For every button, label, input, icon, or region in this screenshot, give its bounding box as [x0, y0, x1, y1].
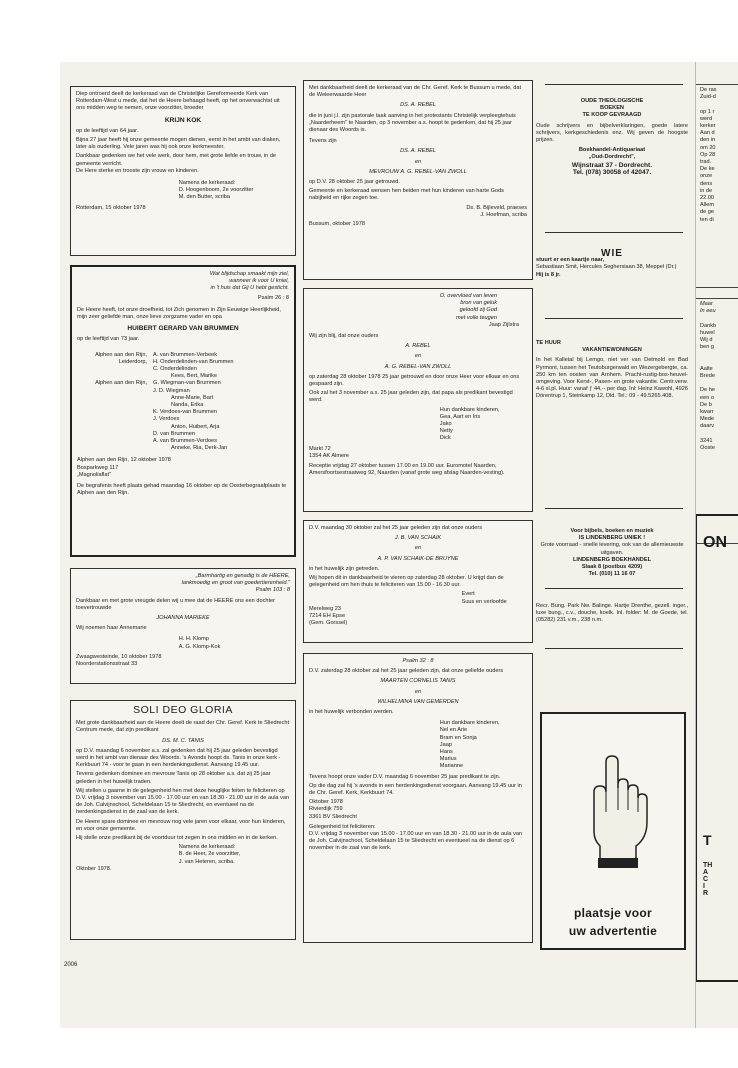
- deceased-name: KRIJN KOK: [164, 116, 202, 124]
- notice-tanis-anniversary: Psalm 32 : 8 D.V. zaterdag 28 oktober zal het 25 jaar geleden zijn, dat onze geliefde ouders MAARTEN CORNELIS TANIS en WILHELMINA VAN GEMERDEN in het huwelijk verbonden werden. Hun dankbare kinderen, Nel en Arie Bram en Sonja Jaap Hans Marius Marianne Tevens hoopt onze vader D.V. maandag 6 november 25 jaar predikant te zijn. Op die dag zal hij 's avonds in een herdenkingsdienst voorgaan. Aanvang 19.45 uur in de Chr. Geref. Kerk, Kerkbuurt 74. Oktober 1978 Rivierdijk 759 3361 BV Sliedrecht Gelegenheid tot feliciteren: D.V. vrijdag 3 november van 15.00 - 17.00 uur en van 18.30 - 21.00 uur in de aula van de Joh. Calvijnschool, Scheldelaan 15 te Sliedrecht en eventueel na de dienst op 6 november in de zaal van de kerk.: [303, 653, 533, 943]
- relatives-list: Alphen aan den Rijn, A. van Brummen-Verbeek Leiderdorp, H. Onderdelinden-van Brummen C. Onderdelinden Kees, Bert, Marike Alphen aan den Rijn, G. Wiegman-van Brummen J. D. Wiegman Anne-Marie, Bart Nanda, Erika K. Verdoes-van Brummen J. Verdoes Anton, Huibert, Arja D. van Brummen A. van Brummen-Verdoes Anneke, Ria, Derk-Jan: [95, 351, 234, 452]
- ad-bungalow-park: Recr. Bung. Park Nw. Balinge. Hartje Drenthe, gezell. inger., luxe bung., c.v., douche, koelk. Inl. folder: M. de Goede, tel. (05282) 231 v.m., 238 n.m.: [536, 603, 688, 624]
- ad-vacation-rentals: TE HUUR VAKANTIEWONINGEN In het Kalletal bij Lemgo, niet ver van Detmold en Bad Pyrmont, tussen het Teutoburgerwald en Wezergebergte, ca. 250 km ten oosten van Arnhem. Pracht-rustig-bos-heuvel-omgeving. Voor Kerst-, Pasen- en grote vakantie. Centr.verw. 4-6 sl.pl. Huur: vanaf ƒ 44,-- per dag. Inl: Heinz Kawohl, 4926 Dörentrup 1, Steinkamp 12, Dld. Tel.: 09 - 49.5265.408.: [536, 340, 688, 400]
- notice-soli-deo-gloria: SOLI DEO GLORIA Met grote dankbaarheid aan de Heere deelt de raad der Chr. Geref. Kerk te Sliedrecht Centrum mede, dat zijn predikant DS. M. C. TANIS op D.V. maandag 6 november a.s. zal gedenken dat hij 25 jaar geleden bevestigd werd in het ambt van dienaar des Woords. 's Avonds hoopt ds. Tanis in onze kerk - Kerkbuurt 74 - voor te gaan in een herdenkingsdienst. Aanvang 19.45 uur. Tevens gedenken dominee en mevrouw Tanis op 28 oktober a.s. dat zij 25 jaar geleden in het huwelijk traden. Wij stellen u gaarne in de gelegenheid hen met deze heuglijke feiten te feliciteren op D.V. vrijdag 3 november van 15.00 - 17.00 uur en van 18.30 - 21.00 uur in de aula van de Joh. Calvijnschool, Scheldelaan 15 te Sliedrecht, en eventueel na de herdenkingsdienst in de zaal van de kerk. De Heere spare dominee en mevrouw nog vele jaren voor elkaar, voor hun kinderen, en voor onze gemeente. Hij stelle onze predikant bij de voortduur tot zegen in ons midden en in de kerken. Namens de kerkeraad: B. de Heer, 2e voorzitter, J. van Heteren, scriba. Oktober 1978.: [70, 700, 296, 940]
- baby-name: JOHANNA MARIEKE: [156, 615, 210, 622]
- ad-placement-box: plaatsje voor uw advertentie: [540, 712, 686, 950]
- pointing-hand-icon: [542, 722, 688, 872]
- deceased-name: HUIBERT GERARD VAN BRUMMEN: [127, 325, 239, 333]
- notice-krijn-kok: Diep ontroerd deelt de kerkeraad van de Christelijke Gereformeerde Kerk van Rotterdam-West u mede, dat het de Heere behaagd heeft, op het onverwachtst uit ons midden weg te nemen, onze voorzitter, broeder KRIJN KOK op de leeftijd van 64 jaar. Bijna 27 jaar heeft hij onze gemeente mogen dienen, eerst in het ambt van diaken, later als ouderling. Vele jaren was hij ook onze kerkmeester. Dankbaar gedenken we het vele werk, door hem, met grote liefde en trouw, in de gemeente verricht. De Here sterke en trooste zijn vrouw en kinderen. Namens de kerkeraad: D. Hoogenboom, 2e voorzitter M. den Butter, scriba Rotterdam, 15 oktober 1978: [70, 86, 296, 256]
- ad-theological-books: OUDE THEOLOGISCHE BOEKEN TE KOOP GEVRAAGD Oude schrijvers en bijbelverklaringen, goede latere schrijvers, kerkgeschiedenis enz. Wij geven de hoogste prijzen. Boekhandel-Antiquariaat „Oud-Dordrecht", Wijnstraat 37 - Dordrecht. Tel. (078) 30058 of 42047.: [536, 98, 688, 176]
- ad-wie-postcard: WIE stuurt er een kaartje naar, Sebastiaan Smit, Hercules Seghersiaan 38, Meppel (Dr.) Hij is 8 jr.: [536, 248, 677, 278]
- notice-klomp-birth: „Barmhartig en genadig is de HEERE, lankmoedig en groot van goedertierenheid." Psalm 103 : 8 Dankbaar en met grote vreugde delen wij u mee dat de HEERE ons een dochter toevertrouwde JOHANNA MARIEKE Wij noemen haar Annemarie H. H. Klomp A. G. Klomp-Kok Zwaagwesteinde, 10 oktober 1978 Noorderstationsstraat 33: [70, 568, 296, 684]
- notice-title: SOLI DEO GLORIA: [133, 704, 233, 716]
- notice-ds-rebel-church: Met dankbaarheid deelt de kerkeraad van de Chr. Geref. Kerk te Bussum u mede, dat de Weleerwaarde Heer DS. A. REBEL die in juni j.l. zijn pastorale taak aanving in het protestants Christelijk verpleegtehuis „Naarderheem" te Naarden, op 3 november a.s. hoopt te gedenken, dat hij 25 jaar dienaar des Woords is. Tevens zijn DS. A. REBEL en MEVROUW A. G. REBEL-VAN ZWOLL op D.V. 28 oktober 25 jaar getrouwd. Gemeente en kerkeraad wensen hen beiden met hun kinderen van harte Gods nabijheid en rijke zegen toe. Ds. B. Bijleveld, praeses J. Hoefman, scriba Bussum, oktober 1978: [303, 80, 533, 280]
- notice-van-schaik: D.V. maandag 30 oktober zal het 25 jaar geleden zijn dat onze ouders J. B. VAN SCHAIK en A. P. VAN SCHAIK-DE BRUYNE in het huwelijk zijn getreden. Wij hopen dit in dankbaarheid te vieren op zaterdag 28 oktober. U krijgt dan de gelegenheid om hen thuis te feliciteren van 15.00 - 16.30 uur. Evert Suus en verloofde Merelweg 23 7214 EH Epse (Gem. Gorssel): [303, 520, 533, 643]
- pastor-name: DS. M. C. TANIS: [162, 737, 204, 744]
- page-number: 2006: [64, 962, 78, 968]
- notice-van-brummen: Wat blijdschap smaakt mijn ziel, wanneer ik voor U kniel, in 't huis dat Gij U hebt gesticht. Psalm 26 : 8 De Heere heeft, tot onze droefheid, tot Zich genomen in Zijn Eeuwige Heerlijkheid, mijn zeer geliefde man, onze lieve zorgzame vader en opa HUIBERT GERARD VAN BRUMMEN op de leeftijd van 73 jaar. Alphen aan den Rijn, A. van Brummen-Verbeek Leiderdorp, H. Onderdelinden-van Brummen C. Onderdelinden Kees, Bert, Marike Alphen aan den Rijn, G. Wiegman-van Brummen J. D. Wiegman Anne-Marie, Bart Nanda, Erika K. Verdoes-van Brummen J. Verdoes Anton, Huibert, Arja D. van Brummen A. van Brummen-Verdoes Anneke, Ria, Derk-Jan Alphen aan den Rijn, 12 oktober 1978 Bosparkweg 117 „Magnoliaflat" De begrafenis heeft plaats gehad maandag 16 oktober op de Oosterbegraafplaats te Alphen aan den Rijn.: [70, 265, 296, 557]
- notice-rebel-anniversary: O. overvloed van leven bron van geluk geloofd zij God met volle teugen Jaap Zijlstra Wij zijn blij, dat onze ouders A. REBEL en A. G. REBEL-VAN ZWOLL op zaterdag 28 oktober 1978 25 jaar getrouwd en door onze Heer voor elkaar en ons gespaard zijn. Ook zal het 3 november a.s. 25 jaar geleden zijn, dat papa als predikant bevestigd werd. Hun dankbare kinderen, Gea, Aart en Iris Jako Netty Dick Markt 72 1354 AK Almere Receptie vrijdag 27 oktober tussen 17.00 en 19.00 uur. Euromotel Naarden, Amersfoortsestraatweg 92, Naarden (vanaf grote weg afslag Naarden-vesting).: [303, 288, 533, 512]
- adjacent-page-edge: De ras Zuid-d op 1 r werd kerker Aan d den in om 20 Op 28 trad. De ke onze dens in de 22.00 Allem de ge ten di Maar In eeu Dankb huwel Wij d ben g Aalte Brede De he een o De b kwarr Mede daarv 3241 Ooste ON T TH A C I R: [695, 62, 738, 1028]
- ad-lindenberg-bookstore: Voor bijbels, boeken en muziek IS LINDENBERG UNIEK ! Grote voorraad - snelle levering, ook van de allernieuwste uitgaven. LINDENBERG BOEKHANDEL Slaak 8 (postbus 4209) Tel. (010) 11 16 07: [540, 528, 684, 578]
